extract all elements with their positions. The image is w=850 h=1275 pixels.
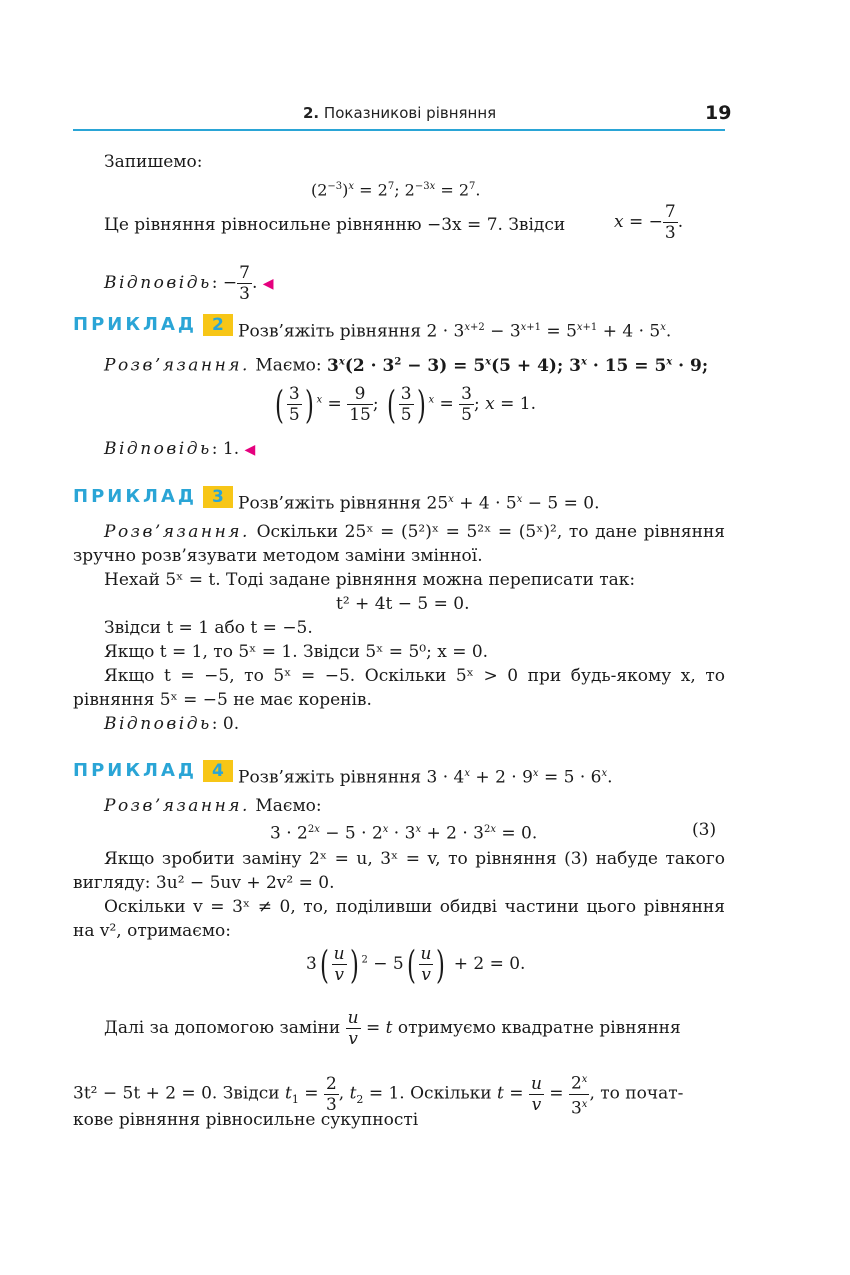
- paragraph-line: зручно розв’язувати методом заміни змінної.: [73, 546, 483, 566]
- paragraph-line: Якщо зробити заміну 2ˣ = u, 3ˣ = v, то рівняння (3) набуде такого: [104, 849, 725, 869]
- equation: t² + 4t − 5 = 0.: [336, 594, 470, 614]
- paragraph-line: Розв’язання. Оскільки 25ˣ = (5²)ˣ = 5²ˣ = (5ˣ)², то дане рівняння: [104, 522, 725, 542]
- example-heading: ПРИКЛАД 4: [73, 760, 233, 782]
- paragraph-line: на v², отримаємо:: [73, 921, 232, 941]
- equation-number: (3): [692, 820, 717, 840]
- chapter-title: Показникові рівняння: [323, 104, 497, 122]
- solution-line: Розв’язання. Маємо:: [104, 796, 322, 816]
- paragraph-line: Якщо t = −5, то 5ˣ = −5. Оскільки 5ˣ > 0 при будь-якому x, то: [104, 666, 725, 686]
- text-line: Запишемо:: [104, 152, 203, 172]
- equation: ( $\frac{3}{5}$ ) $^x$ = $\frac{9}{15}$ ; ( $\frac{3}{5}$ ) $^x$ = $\frac{3}{5}$ ; x = 1.: [274, 382, 536, 427]
- chapter-number: 2.: [303, 104, 320, 122]
- paragraph-line: 3t² − 5t + 2 = 0. Звідси $t_1$ = $\frac{2}{3}$ , $t_2 = 1$. Оскільки t = $\frac{u}{v}$ = $\frac{2^x}{3^x}$ , то почат-: [73, 1070, 683, 1118]
- paragraph-line: Оскільки v = 3ˣ ≠ 0, то, поділивши обидві частини цього рівняння: [104, 897, 725, 917]
- paragraph-line: Якщо t = 1, то 5ˣ = 1. Звідси 5ˣ = 5⁰; x = 0.: [104, 642, 489, 662]
- answer-line: Відповідь: 1. ◀: [104, 439, 256, 459]
- task-text: Розв’яжіть рівняння $3 \cdot 4^x + 2 \cdot 9^x = 5 \cdot 6^x$.: [238, 767, 613, 788]
- example-number: 4: [203, 760, 233, 782]
- equation: 3( $\frac{u}{v}$ ) $^2$ − 5( $\frac{u}{v}$ ) + 2 = 0.: [306, 942, 526, 987]
- paragraph-line: Нехай 5ˣ = t. Тоді задане рівняння можна переписати так:: [104, 570, 636, 590]
- paragraph-line: Далі за допомогою заміни $\frac{u}{v}$ = t отримуємо квадратне рівняння: [104, 1008, 681, 1049]
- example-number: 3: [203, 486, 233, 508]
- paragraph-line: вигляду: 3u² − 5uv + 2v² = 0.: [73, 873, 335, 893]
- paragraph-line: кове рівняння рівносильне сукупності: [73, 1110, 419, 1130]
- running-header: [303, 104, 496, 122]
- example-heading: ПРИКЛАД 2: [73, 314, 233, 336]
- paragraph-line: рівняння 5ˣ = −5 не має коренів.: [73, 690, 372, 710]
- task-text: Розв’яжіть рівняння $2 \cdot 3^{x+2} - 3^{x+1} = 5^{x+1} + 4 \cdot 5^x$.: [238, 321, 672, 342]
- page-number: 19: [705, 102, 732, 124]
- task-text: Розв’яжіть рівняння $25^x + 4 \cdot 5^x - 5 = 0$.: [238, 493, 600, 514]
- answer-label: Відповідь: [104, 273, 212, 293]
- example-number: 2: [203, 314, 233, 336]
- equation: $3 \cdot 2^{2x} - 5 \cdot 2^x \cdot 3^x + 2 \cdot 3^{2x} = 0$.: [270, 823, 538, 844]
- equation: x = − $\frac{7}{3}$ .: [614, 202, 684, 243]
- answer-line: Відповідь: 0.: [104, 714, 240, 734]
- end-marker-icon: ◀: [244, 442, 256, 458]
- header-rule: [73, 129, 725, 131]
- end-marker-icon: ◀: [262, 276, 274, 292]
- paragraph-line: Звідси t = 1 або t = −5.: [104, 618, 313, 638]
- text-line: Це рівняння рівносильне рівнянню −3x = 7. Звідси: [104, 215, 566, 235]
- answer-line: Відповідь: − $\frac{7}{3}$ . ◀: [104, 263, 274, 304]
- example-heading: ПРИКЛАД 3: [73, 486, 233, 508]
- equation: $(2^{-3})^x = 2^7$; $2^{-3x} = 2^7$.: [311, 180, 481, 200]
- solution-line: Розв’язання. Маємо: $3^x(2 \cdot 3^2 - 3) = 5^x(5 + 4)$; $3^x \cdot 15 = 5^x \cdot 9$;: [104, 355, 709, 376]
